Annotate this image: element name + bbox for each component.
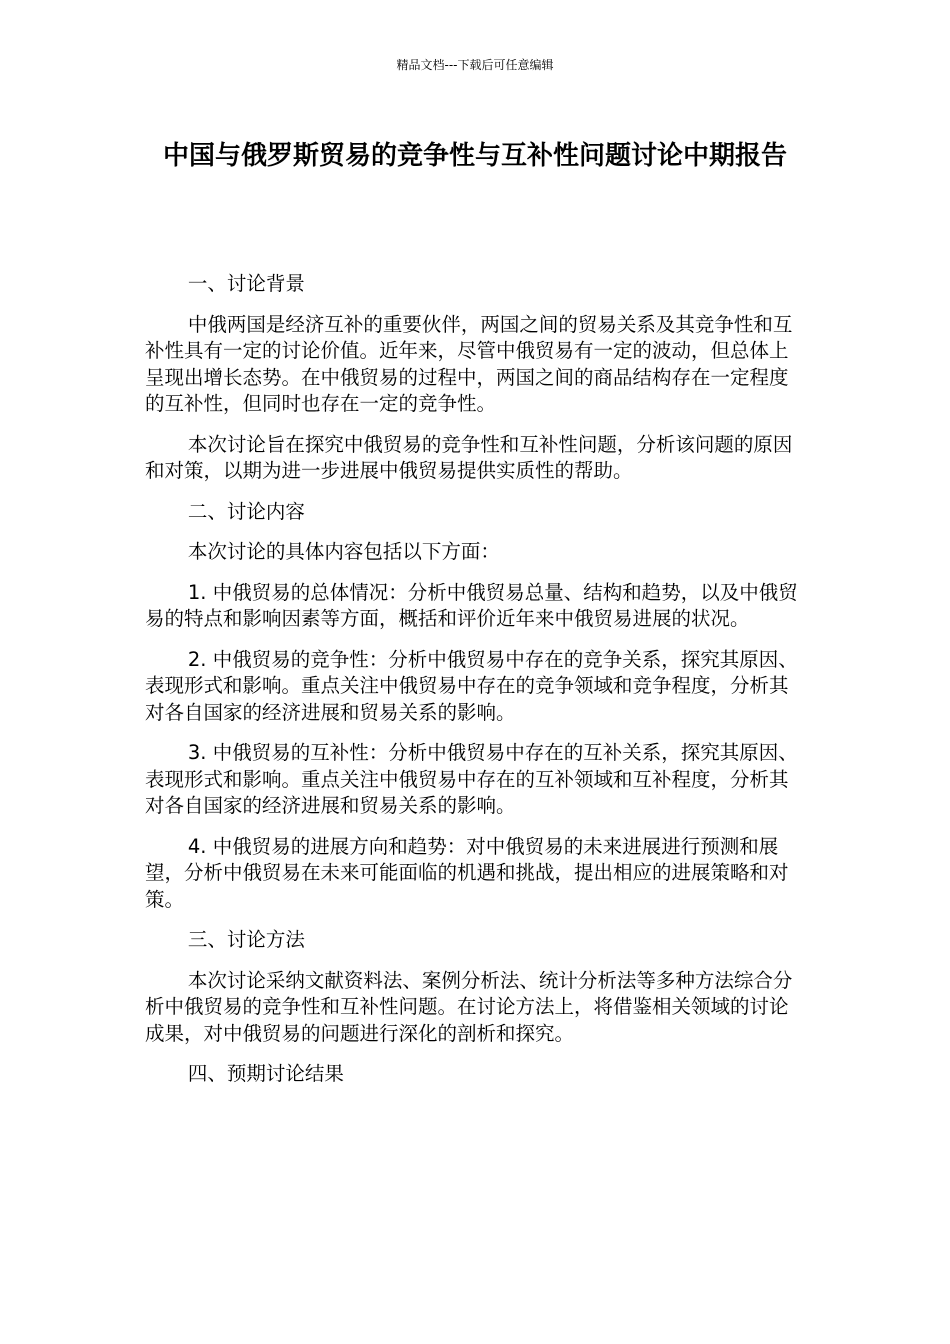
page-header: 精品文档---下载后可任意编辑 xyxy=(396,58,554,72)
list-item-content-1: 1. 中俄贸易的总体情况：分析中俄贸易总量、结构和趋势，以及中俄贸易的特点和影响因素等方面，概括和评价近年来中俄贸易进展的状况。 xyxy=(145,580,798,630)
paragraph-background-1: 中俄两国是经济互补的重要伙伴，两国之间的贸易关系及其竞争性和互补性具有一定的讨论价值。近年来，尽管中俄贸易有一定的波动，但总体上呈现出增长态势。在中俄贸易的过程中，两国之间的商品结构存在一定程度的互补性，但同时也存在一定的竞争性。 xyxy=(145,312,793,415)
document-title: 中国与俄罗斯贸易的竞争性与互补性问题讨论中期报告 xyxy=(162,141,787,171)
section-heading-results: 四、预期讨论结果 xyxy=(187,1062,344,1085)
list-item-content-4: 4. 中俄贸易的进展方向和趋势：对中俄贸易的未来进展进行预测和展望，分析中俄贸易在未来可能面临的机遇和挑战，提出相应的进展策略和对策。 xyxy=(145,834,789,911)
section-heading-background: 一、讨论背景 xyxy=(187,272,305,295)
section-heading-content: 二、讨论内容 xyxy=(187,499,305,523)
document-body xyxy=(145,271,805,1102)
section-heading-method: 三、讨论方法 xyxy=(187,928,305,951)
list-item-content-3: 3. 中俄贸易的互补性：分析中俄贸易中存在的互补关系，探究其原因、表现形式和影响。重点关注中俄贸易中存在的互补领域和互补程度，分析其对各自国家的经济进展和贸易关系的影响。 xyxy=(145,741,798,817)
list-item-content-2: 2. 中俄贸易的竞争性：分析中俄贸易中存在的竞争关系，探究其原因、表现形式和影响。重点关注中俄贸易中存在的竞争领域和竞争程度，分析其对各自国家的经济进展和贸易关系的影响。 xyxy=(145,647,798,724)
paragraph-content-intro: 本次讨论的具体内容包括以下方面： xyxy=(187,540,500,563)
paragraph-method-1: 本次讨论采纳文献资料法、案例分析法、统计分析法等多种方法综合分析中俄贸易的竞争性和互补性问题。在讨论方法上，将借鉴相关领域的讨论成果，对中俄贸易的问题进行深化的剖析和探究。 xyxy=(145,968,793,1045)
paragraph-background-2: 本次讨论旨在探究中俄贸易的竞争性和互补性问题，分析该问题的原因和对策，以期为进一步进展中俄贸易提供实质性的帮助。 xyxy=(145,432,793,482)
